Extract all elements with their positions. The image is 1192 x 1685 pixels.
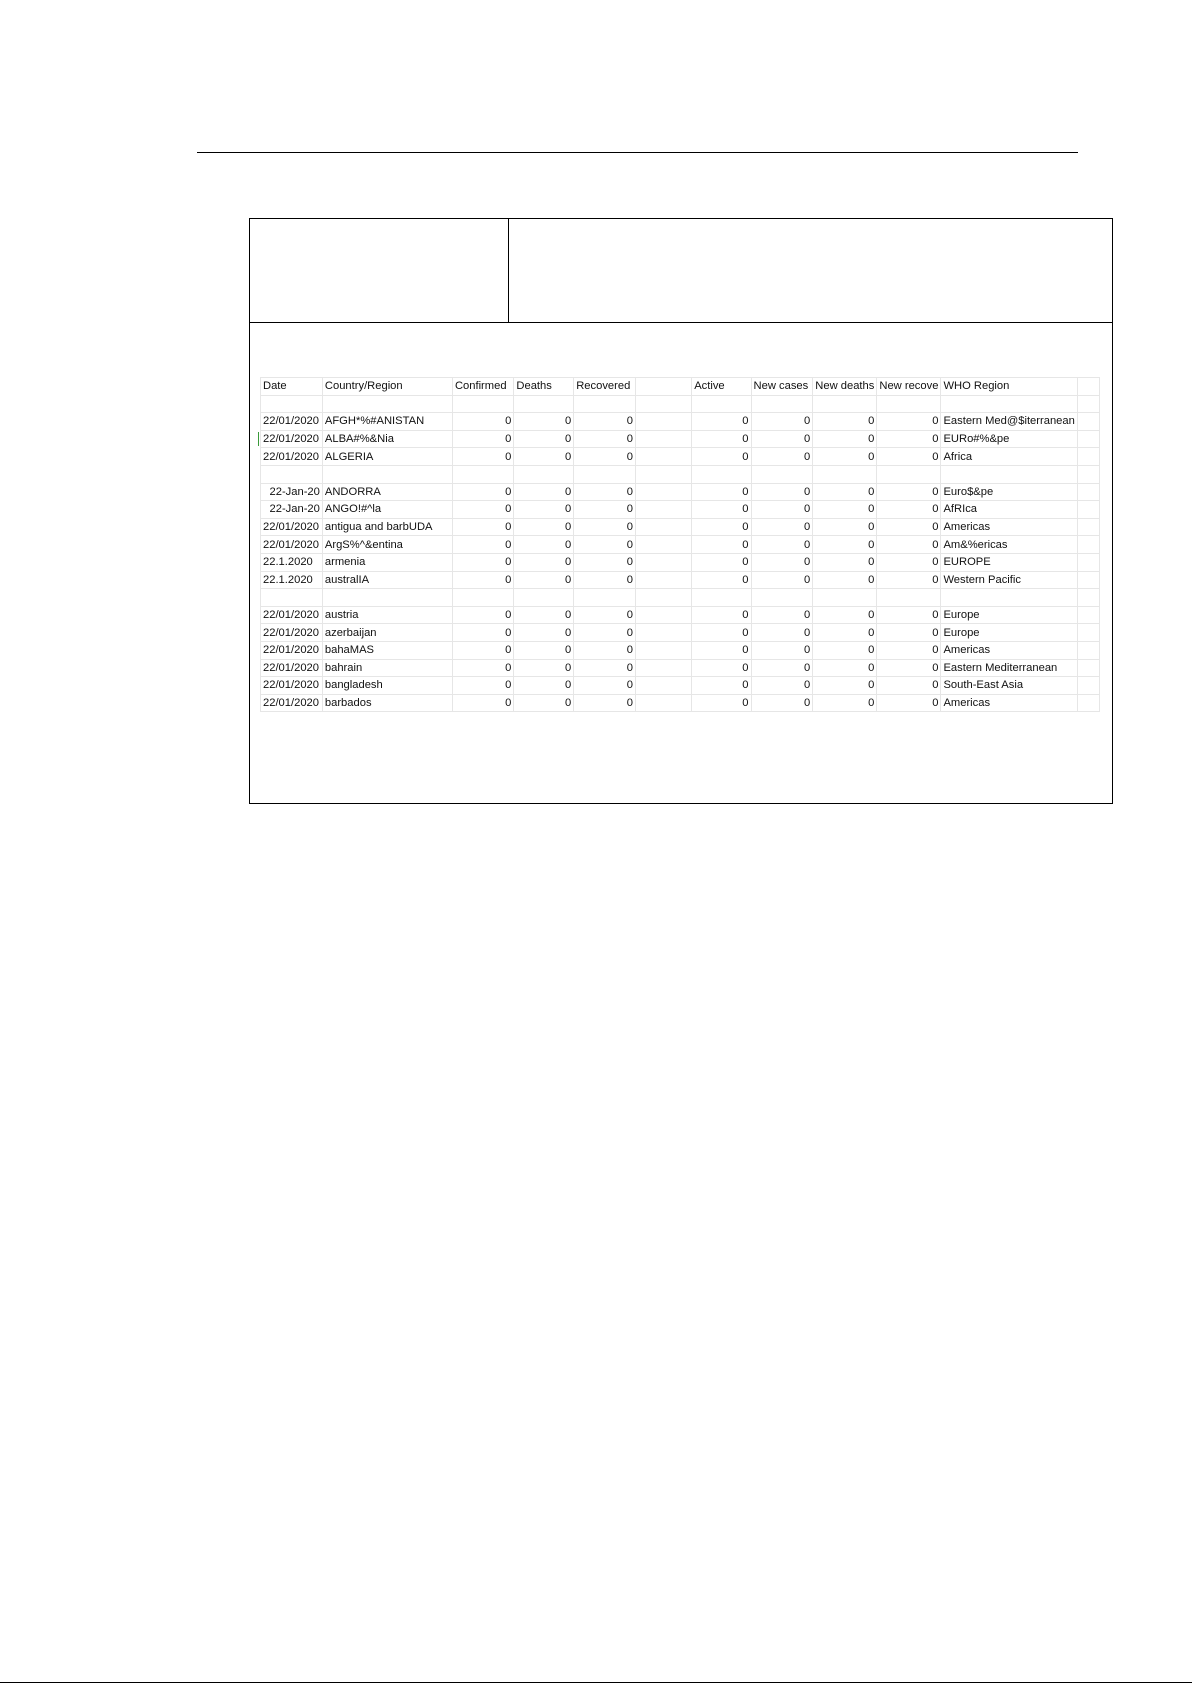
- table-cell: 0: [514, 518, 574, 536]
- table-cell: 0: [452, 536, 513, 554]
- cell-cursor-marker: [258, 432, 259, 446]
- table-cell: 0: [514, 536, 574, 554]
- table-cell: 0: [751, 659, 813, 677]
- table-cell: [751, 465, 813, 483]
- frame-header-divider: [508, 219, 509, 323]
- table-cell: [941, 465, 1077, 483]
- header-cell: [635, 378, 691, 396]
- table-cell: 22.1.2020: [261, 571, 323, 589]
- table-cell: 0: [692, 659, 751, 677]
- table-cell: 0: [574, 536, 636, 554]
- table-cell: 0: [692, 641, 751, 659]
- table-cell: 0: [692, 571, 751, 589]
- table-cell: barbados: [322, 694, 452, 712]
- table-cell: 0: [574, 571, 636, 589]
- table-cell: AFGH*%#ANISTAN: [322, 413, 452, 431]
- table-cell: [1077, 571, 1099, 589]
- table-cell: 0: [452, 641, 513, 659]
- table-row: [261, 571, 1100, 589]
- table-cell: 0: [877, 694, 941, 712]
- table-cell: EUROPE: [941, 553, 1077, 571]
- table-cell: 0: [751, 606, 813, 624]
- table-cell: [635, 694, 691, 712]
- table-row: [261, 430, 1100, 448]
- table-cell: Euro$&pe: [941, 483, 1077, 501]
- table-cell: 22/01/2020: [261, 448, 323, 466]
- table-cell: 0: [751, 448, 813, 466]
- table-cell: 0: [514, 694, 574, 712]
- spreadsheet-screenshot: [260, 377, 1100, 712]
- table-cell: 22/01/2020: [261, 694, 323, 712]
- table-cell: [1077, 465, 1099, 483]
- table-cell: [514, 589, 574, 607]
- table-row: [261, 677, 1100, 695]
- table-cell: 0: [813, 448, 877, 466]
- table-cell: [1077, 448, 1099, 466]
- table-cell: 0: [574, 413, 636, 431]
- table-cell: [1077, 536, 1099, 554]
- table-cell: [635, 659, 691, 677]
- table-cell: 0: [813, 571, 877, 589]
- table-cell: antigua and barbUDA: [322, 518, 452, 536]
- header-cell: Active: [692, 378, 751, 396]
- table-cell: 0: [751, 571, 813, 589]
- table-cell: 0: [514, 677, 574, 695]
- table-cell: 0: [574, 430, 636, 448]
- table-cell: 0: [574, 694, 636, 712]
- table-cell: 0: [514, 448, 574, 466]
- table-cell: 0: [877, 677, 941, 695]
- table-cell: 0: [813, 624, 877, 642]
- table-cell: 0: [514, 501, 574, 519]
- table-cell: 0: [514, 483, 574, 501]
- header-cell: Recovered: [574, 378, 636, 396]
- table-cell: [1077, 624, 1099, 642]
- table-cell: 0: [574, 641, 636, 659]
- table-cell: [1077, 694, 1099, 712]
- table-cell: 0: [574, 659, 636, 677]
- header-cell: WHO Region: [941, 378, 1077, 396]
- table-cell: [1077, 677, 1099, 695]
- table-cell: 0: [574, 518, 636, 536]
- table-cell: 0: [692, 677, 751, 695]
- table-cell: 0: [452, 553, 513, 571]
- table-cell: [452, 465, 513, 483]
- frame-header-left-cell: [250, 219, 508, 323]
- table-cell: 0: [452, 571, 513, 589]
- spreadsheet-table: [260, 377, 1100, 712]
- table-cell: 0: [452, 518, 513, 536]
- table-cell: [635, 448, 691, 466]
- table-row: [261, 413, 1100, 431]
- table-cell: [514, 465, 574, 483]
- table-cell: 0: [452, 501, 513, 519]
- table-cell: 0: [877, 641, 941, 659]
- table-row: [261, 606, 1100, 624]
- table-cell: Eastern Med@$iterranean: [941, 413, 1077, 431]
- table-cell: [1077, 483, 1099, 501]
- table-cell: [813, 395, 877, 413]
- table-cell: [452, 589, 513, 607]
- table-cell: 0: [452, 694, 513, 712]
- table-cell: [635, 677, 691, 695]
- table-cell: 0: [877, 606, 941, 624]
- table-cell: 0: [877, 553, 941, 571]
- footer-rule: [0, 1682, 1192, 1683]
- table-cell: 0: [452, 624, 513, 642]
- header-cell: Date: [261, 378, 323, 396]
- blank-row: [261, 589, 1100, 607]
- header-rule: [197, 152, 1078, 153]
- table-cell: [574, 465, 636, 483]
- table-cell: [877, 465, 941, 483]
- table-cell: 0: [574, 448, 636, 466]
- header-cell: Confirmed: [452, 378, 513, 396]
- table-cell: 0: [514, 413, 574, 431]
- table-cell: South-East Asia: [941, 677, 1077, 695]
- table-cell: 0: [452, 659, 513, 677]
- table-cell: 0: [514, 571, 574, 589]
- table-cell: 0: [813, 606, 877, 624]
- table-cell: [452, 395, 513, 413]
- table-cell: 0: [751, 536, 813, 554]
- table-cell: 0: [574, 501, 636, 519]
- table-cell: 0: [514, 606, 574, 624]
- table-cell: 0: [574, 677, 636, 695]
- table-cell: 0: [692, 536, 751, 554]
- table-cell: [877, 589, 941, 607]
- table-cell: 0: [574, 606, 636, 624]
- table-row: [261, 448, 1100, 466]
- table-cell: 0: [751, 641, 813, 659]
- table-cell: 22.1.2020: [261, 553, 323, 571]
- table-cell: 0: [813, 659, 877, 677]
- table-cell: 0: [452, 448, 513, 466]
- table-cell: Americas: [941, 641, 1077, 659]
- table-row: [261, 553, 1100, 571]
- table-cell: 0: [692, 606, 751, 624]
- table-cell: 0: [813, 553, 877, 571]
- table-cell: 0: [692, 624, 751, 642]
- table-cell: ALBA#%&Nia: [322, 430, 452, 448]
- table-cell: 0: [751, 483, 813, 501]
- table-cell: 22/01/2020: [261, 606, 323, 624]
- table-cell: azerbaijan: [322, 624, 452, 642]
- table-cell: 0: [692, 483, 751, 501]
- table-cell: 0: [751, 624, 813, 642]
- table-cell: 0: [692, 553, 751, 571]
- table-cell: [1077, 641, 1099, 659]
- table-cell: [635, 501, 691, 519]
- frame-header-right-cell: [510, 219, 1112, 323]
- table-cell: [813, 589, 877, 607]
- table-cell: 0: [751, 430, 813, 448]
- table-cell: [941, 589, 1077, 607]
- table-cell: 0: [877, 659, 941, 677]
- table-cell: 0: [813, 483, 877, 501]
- table-cell: 0: [692, 501, 751, 519]
- table-cell: 0: [514, 430, 574, 448]
- table-cell: Americas: [941, 694, 1077, 712]
- table-cell: 22/01/2020: [261, 430, 323, 448]
- table-cell: armenia: [322, 553, 452, 571]
- table-cell: Am&%ericas: [941, 536, 1077, 554]
- table-cell: [635, 606, 691, 624]
- table-cell: ArgS%^&entina: [322, 536, 452, 554]
- table-cell: [813, 465, 877, 483]
- table-cell: [751, 589, 813, 607]
- header-cell: Country/Region: [322, 378, 452, 396]
- table-cell: [574, 589, 636, 607]
- table-cell: [1077, 430, 1099, 448]
- table-cell: 0: [877, 413, 941, 431]
- table-cell: 0: [452, 483, 513, 501]
- table-cell: [635, 430, 691, 448]
- table-cell: 0: [514, 659, 574, 677]
- table-cell: [635, 624, 691, 642]
- header-cell: New deaths: [813, 378, 877, 396]
- table-cell: 0: [692, 694, 751, 712]
- table-cell: [635, 553, 691, 571]
- table-cell: 0: [574, 624, 636, 642]
- table-cell: [261, 589, 323, 607]
- table-cell: 0: [813, 501, 877, 519]
- table-row: [261, 536, 1100, 554]
- table-cell: 22/01/2020: [261, 413, 323, 431]
- table-cell: 0: [813, 430, 877, 448]
- table-cell: [1077, 553, 1099, 571]
- table-cell: 0: [813, 518, 877, 536]
- table-cell: [635, 413, 691, 431]
- table-cell: Americas: [941, 518, 1077, 536]
- table-cell: Europe: [941, 624, 1077, 642]
- figure-frame: [249, 218, 1113, 804]
- header-cell: Deaths: [514, 378, 574, 396]
- header-cell: [1077, 378, 1099, 396]
- table-cell: 0: [877, 501, 941, 519]
- table-cell: ANGO!#^la: [322, 501, 452, 519]
- table-cell: 0: [813, 694, 877, 712]
- table-cell: [635, 395, 691, 413]
- table-cell: [1077, 659, 1099, 677]
- table-cell: 0: [813, 677, 877, 695]
- table-cell: 22-Jan-20: [261, 501, 323, 519]
- table-cell: [1077, 606, 1099, 624]
- table-cell: [751, 395, 813, 413]
- table-cell: Africa: [941, 448, 1077, 466]
- table-cell: 0: [751, 518, 813, 536]
- table-cell: 0: [877, 448, 941, 466]
- table-cell: 22/01/2020: [261, 659, 323, 677]
- table-cell: [574, 395, 636, 413]
- table-cell: 22/01/2020: [261, 536, 323, 554]
- table-cell: Eastern Mediterranean: [941, 659, 1077, 677]
- table-cell: [514, 395, 574, 413]
- table-cell: 0: [692, 430, 751, 448]
- table-cell: [692, 395, 751, 413]
- table-cell: [322, 465, 452, 483]
- table-cell: 0: [692, 518, 751, 536]
- table-cell: 0: [574, 483, 636, 501]
- table-cell: 0: [813, 413, 877, 431]
- table-cell: 0: [813, 641, 877, 659]
- table-cell: [692, 465, 751, 483]
- table-cell: [1077, 395, 1099, 413]
- table-cell: ALGERIA: [322, 448, 452, 466]
- table-cell: bahaMAS: [322, 641, 452, 659]
- table-row: [261, 624, 1100, 642]
- table-cell: Europe: [941, 606, 1077, 624]
- table-cell: [635, 483, 691, 501]
- header-row: [261, 378, 1100, 396]
- table-cell: 0: [813, 536, 877, 554]
- table-cell: bangladesh: [322, 677, 452, 695]
- table-cell: 0: [751, 553, 813, 571]
- table-cell: [877, 395, 941, 413]
- table-cell: [635, 641, 691, 659]
- table-cell: 0: [877, 624, 941, 642]
- table-cell: 0: [877, 430, 941, 448]
- table-cell: 0: [514, 624, 574, 642]
- table-row: [261, 483, 1100, 501]
- table-cell: 22/01/2020: [261, 518, 323, 536]
- table-cell: 22/01/2020: [261, 624, 323, 642]
- table-cell: 0: [751, 694, 813, 712]
- table-cell: 0: [751, 677, 813, 695]
- table-cell: 0: [877, 536, 941, 554]
- table-cell: 0: [514, 641, 574, 659]
- table-cell: 0: [692, 413, 751, 431]
- table-cell: 0: [751, 413, 813, 431]
- table-cell: [635, 465, 691, 483]
- table-cell: 22-Jan-20: [261, 483, 323, 501]
- table-cell: [635, 571, 691, 589]
- table-cell: [261, 395, 323, 413]
- table-cell: 0: [877, 483, 941, 501]
- table-row: [261, 518, 1100, 536]
- table-cell: 0: [751, 501, 813, 519]
- table-cell: [1077, 413, 1099, 431]
- table-cell: australIA: [322, 571, 452, 589]
- table-row: [261, 501, 1100, 519]
- table-cell: [1077, 501, 1099, 519]
- table-cell: 0: [692, 448, 751, 466]
- table-cell: [322, 395, 452, 413]
- table-cell: 22/01/2020: [261, 641, 323, 659]
- table-cell: 22/01/2020: [261, 677, 323, 695]
- table-cell: [261, 465, 323, 483]
- table-cell: 0: [452, 606, 513, 624]
- table-cell: austria: [322, 606, 452, 624]
- frame-header: [250, 219, 1112, 323]
- table-cell: Western Pacific: [941, 571, 1077, 589]
- table-cell: 0: [574, 553, 636, 571]
- table-cell: ANDORRA: [322, 483, 452, 501]
- table-cell: 0: [452, 413, 513, 431]
- table-cell: AfRIca: [941, 501, 1077, 519]
- table-cell: 0: [452, 430, 513, 448]
- table-cell: EURo#%&pe: [941, 430, 1077, 448]
- blank-row: [261, 395, 1100, 413]
- table-cell: [635, 518, 691, 536]
- header-cell: New cases: [751, 378, 813, 396]
- blank-row: [261, 465, 1100, 483]
- table-cell: [1077, 589, 1099, 607]
- table-cell: [322, 589, 452, 607]
- table-cell: 0: [452, 677, 513, 695]
- table-cell: [941, 395, 1077, 413]
- table-cell: [635, 589, 691, 607]
- table-row: [261, 694, 1100, 712]
- table-cell: 0: [877, 571, 941, 589]
- table-cell: [1077, 518, 1099, 536]
- table-cell: bahrain: [322, 659, 452, 677]
- header-cell: New recove: [877, 378, 941, 396]
- table-cell: [692, 589, 751, 607]
- table-cell: 0: [514, 553, 574, 571]
- table-row: [261, 659, 1100, 677]
- table-row: [261, 641, 1100, 659]
- table-cell: 0: [877, 518, 941, 536]
- table-cell: [635, 536, 691, 554]
